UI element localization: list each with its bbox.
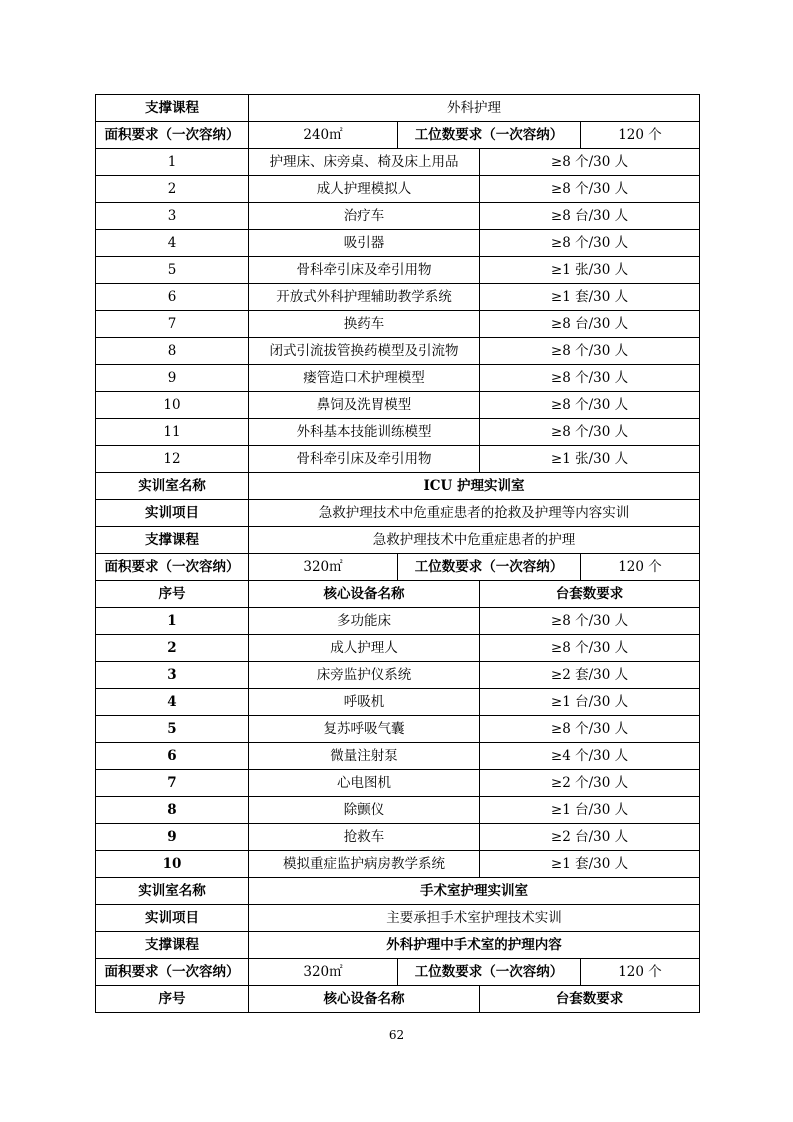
quantity-requirement: ≥1 套/30 人 bbox=[480, 851, 700, 878]
table-row bbox=[96, 257, 700, 284]
row-number: 11 bbox=[96, 419, 249, 446]
equipment-name: 心电图机 bbox=[249, 770, 480, 797]
row-number: 5 bbox=[96, 716, 249, 743]
row-number: 4 bbox=[96, 689, 249, 716]
table-row bbox=[96, 635, 700, 662]
quantity-requirement: ≥8 个/30 人 bbox=[480, 608, 700, 635]
table-row bbox=[96, 365, 700, 392]
row-number: 10 bbox=[96, 851, 249, 878]
header-qty: 台套数要求 bbox=[480, 986, 700, 1013]
course-row bbox=[96, 95, 700, 122]
equipment-name: 抢救车 bbox=[249, 824, 480, 851]
quantity-requirement: ≥8 个/30 人 bbox=[480, 419, 700, 446]
quantity-requirement: ≥8 台/30 人 bbox=[480, 203, 700, 230]
equipment-name: 开放式外科护理辅助教学系统 bbox=[249, 284, 480, 311]
stations-label: 工位数要求（一次容纳） bbox=[398, 554, 581, 581]
project-row bbox=[96, 500, 700, 527]
table-row bbox=[96, 608, 700, 635]
project-label: 实训项目 bbox=[96, 500, 249, 527]
table-row bbox=[96, 311, 700, 338]
quantity-requirement: ≥8 个/30 人 bbox=[480, 338, 700, 365]
stations-label: 工位数要求（一次容纳） bbox=[398, 122, 581, 149]
course-value: 外科护理中手术室的护理内容 bbox=[249, 932, 700, 959]
quantity-requirement: ≥8 台/30 人 bbox=[480, 311, 700, 338]
equipment-table bbox=[95, 94, 700, 1013]
quantity-requirement: ≥1 台/30 人 bbox=[480, 689, 700, 716]
row-number: 2 bbox=[96, 176, 249, 203]
equipment-name: 闭式引流拔管换药模型及引流物 bbox=[249, 338, 480, 365]
quantity-requirement: ≥2 个/30 人 bbox=[480, 770, 700, 797]
row-number: 4 bbox=[96, 230, 249, 257]
row-number: 9 bbox=[96, 365, 249, 392]
equipment-name: 除颤仪 bbox=[249, 797, 480, 824]
row-number: 7 bbox=[96, 770, 249, 797]
quantity-requirement: ≥1 张/30 人 bbox=[480, 257, 700, 284]
equipment-name: 换药车 bbox=[249, 311, 480, 338]
row-number: 6 bbox=[96, 743, 249, 770]
page-number: 62 bbox=[388, 1028, 405, 1042]
course-row bbox=[96, 932, 700, 959]
project-value: 急救护理技术中危重症患者的抢救及护理等内容实训 bbox=[249, 500, 700, 527]
course-label: 支撑课程 bbox=[96, 932, 249, 959]
quantity-requirement: ≥8 个/30 人 bbox=[480, 230, 700, 257]
table-row bbox=[96, 176, 700, 203]
course-row bbox=[96, 527, 700, 554]
header-name: 核心设备名称 bbox=[249, 581, 480, 608]
table-row bbox=[96, 743, 700, 770]
row-number: 5 bbox=[96, 257, 249, 284]
area-value: 320㎡ bbox=[249, 554, 398, 581]
row-number: 1 bbox=[96, 608, 249, 635]
column-header-row bbox=[96, 986, 700, 1013]
course-value: 急救护理技术中危重症患者的护理 bbox=[249, 527, 700, 554]
room-label: 实训室名称 bbox=[96, 473, 249, 500]
equipment-name: 床旁监护仪系统 bbox=[249, 662, 480, 689]
equipment-name: 骨科牵引床及牵引用物 bbox=[249, 446, 480, 473]
quantity-requirement: ≥8 个/30 人 bbox=[480, 716, 700, 743]
room-row bbox=[96, 473, 700, 500]
table-row bbox=[96, 284, 700, 311]
equipment-name: 微量注射泵 bbox=[249, 743, 480, 770]
table-row bbox=[96, 689, 700, 716]
equipment-name: 治疗车 bbox=[249, 203, 480, 230]
project-value: 主要承担手术室护理技术实训 bbox=[249, 905, 700, 932]
quantity-requirement: ≥1 套/30 人 bbox=[480, 284, 700, 311]
row-number: 3 bbox=[96, 203, 249, 230]
column-header-row bbox=[96, 581, 700, 608]
table-row bbox=[96, 446, 700, 473]
area-value: 320㎡ bbox=[249, 959, 398, 986]
project-row bbox=[96, 905, 700, 932]
table-row bbox=[96, 419, 700, 446]
room-value: ICU 护理实训室 bbox=[249, 473, 700, 500]
stations-value: 120 个 bbox=[581, 122, 700, 149]
project-label: 实训项目 bbox=[96, 905, 249, 932]
quantity-requirement: ≥8 个/30 人 bbox=[480, 365, 700, 392]
quantity-requirement: ≥1 张/30 人 bbox=[480, 446, 700, 473]
equipment-name: 多功能床 bbox=[249, 608, 480, 635]
area-row bbox=[96, 554, 700, 581]
room-value: 手术室护理实训室 bbox=[249, 878, 700, 905]
table-row bbox=[96, 824, 700, 851]
row-number: 2 bbox=[96, 635, 249, 662]
equipment-name: 成人护理模拟人 bbox=[249, 176, 480, 203]
course-label: 支撑课程 bbox=[96, 527, 249, 554]
room-label: 实训室名称 bbox=[96, 878, 249, 905]
header-name: 核心设备名称 bbox=[249, 986, 480, 1013]
quantity-requirement: ≥2 套/30 人 bbox=[480, 662, 700, 689]
table-row bbox=[96, 662, 700, 689]
area-row bbox=[96, 959, 700, 986]
equipment-name: 模拟重症监护病房教学系统 bbox=[249, 851, 480, 878]
table-row bbox=[96, 851, 700, 878]
stations-label: 工位数要求（一次容纳） bbox=[398, 959, 581, 986]
area-label: 面积要求（一次容纳） bbox=[96, 122, 249, 149]
equipment-name: 吸引器 bbox=[249, 230, 480, 257]
room-row bbox=[96, 878, 700, 905]
area-value: 240㎡ bbox=[249, 122, 398, 149]
quantity-requirement: ≥1 台/30 人 bbox=[480, 797, 700, 824]
equipment-name: 护理床、床旁桌、椅及床上用品 bbox=[249, 149, 480, 176]
table-row bbox=[96, 338, 700, 365]
table-row bbox=[96, 230, 700, 257]
header-num: 序号 bbox=[96, 581, 249, 608]
table-row bbox=[96, 203, 700, 230]
quantity-requirement: ≥8 个/30 人 bbox=[480, 176, 700, 203]
area-label: 面积要求（一次容纳） bbox=[96, 959, 249, 986]
quantity-requirement: ≥2 台/30 人 bbox=[480, 824, 700, 851]
row-number: 10 bbox=[96, 392, 249, 419]
course-value: 外科护理 bbox=[249, 95, 700, 122]
row-number: 9 bbox=[96, 824, 249, 851]
row-number: 6 bbox=[96, 284, 249, 311]
row-number: 7 bbox=[96, 311, 249, 338]
table-row bbox=[96, 392, 700, 419]
equipment-name: 瘘管造口术护理模型 bbox=[249, 365, 480, 392]
equipment-name: 复苏呼吸气囊 bbox=[249, 716, 480, 743]
area-row bbox=[96, 122, 700, 149]
header-num: 序号 bbox=[96, 986, 249, 1013]
quantity-requirement: ≥8 个/30 人 bbox=[480, 392, 700, 419]
row-number: 3 bbox=[96, 662, 249, 689]
row-number: 12 bbox=[96, 446, 249, 473]
equipment-name: 外科基本技能训练模型 bbox=[249, 419, 480, 446]
table-row bbox=[96, 149, 700, 176]
row-number: 1 bbox=[96, 149, 249, 176]
equipment-name: 成人护理人 bbox=[249, 635, 480, 662]
equipment-name: 呼吸机 bbox=[249, 689, 480, 716]
area-label: 面积要求（一次容纳） bbox=[96, 554, 249, 581]
quantity-requirement: ≥4 个/30 人 bbox=[480, 743, 700, 770]
table-row bbox=[96, 797, 700, 824]
row-number: 8 bbox=[96, 797, 249, 824]
course-label: 支撑课程 bbox=[96, 95, 249, 122]
stations-value: 120 个 bbox=[581, 959, 700, 986]
table-row bbox=[96, 770, 700, 797]
equipment-name: 骨科牵引床及牵引用物 bbox=[249, 257, 480, 284]
row-number: 8 bbox=[96, 338, 249, 365]
header-qty: 台套数要求 bbox=[480, 581, 700, 608]
quantity-requirement: ≥8 个/30 人 bbox=[480, 635, 700, 662]
quantity-requirement: ≥8 个/30 人 bbox=[480, 149, 700, 176]
table-row bbox=[96, 716, 700, 743]
stations-value: 120 个 bbox=[581, 554, 700, 581]
equipment-name: 鼻饲及洗胃模型 bbox=[249, 392, 480, 419]
